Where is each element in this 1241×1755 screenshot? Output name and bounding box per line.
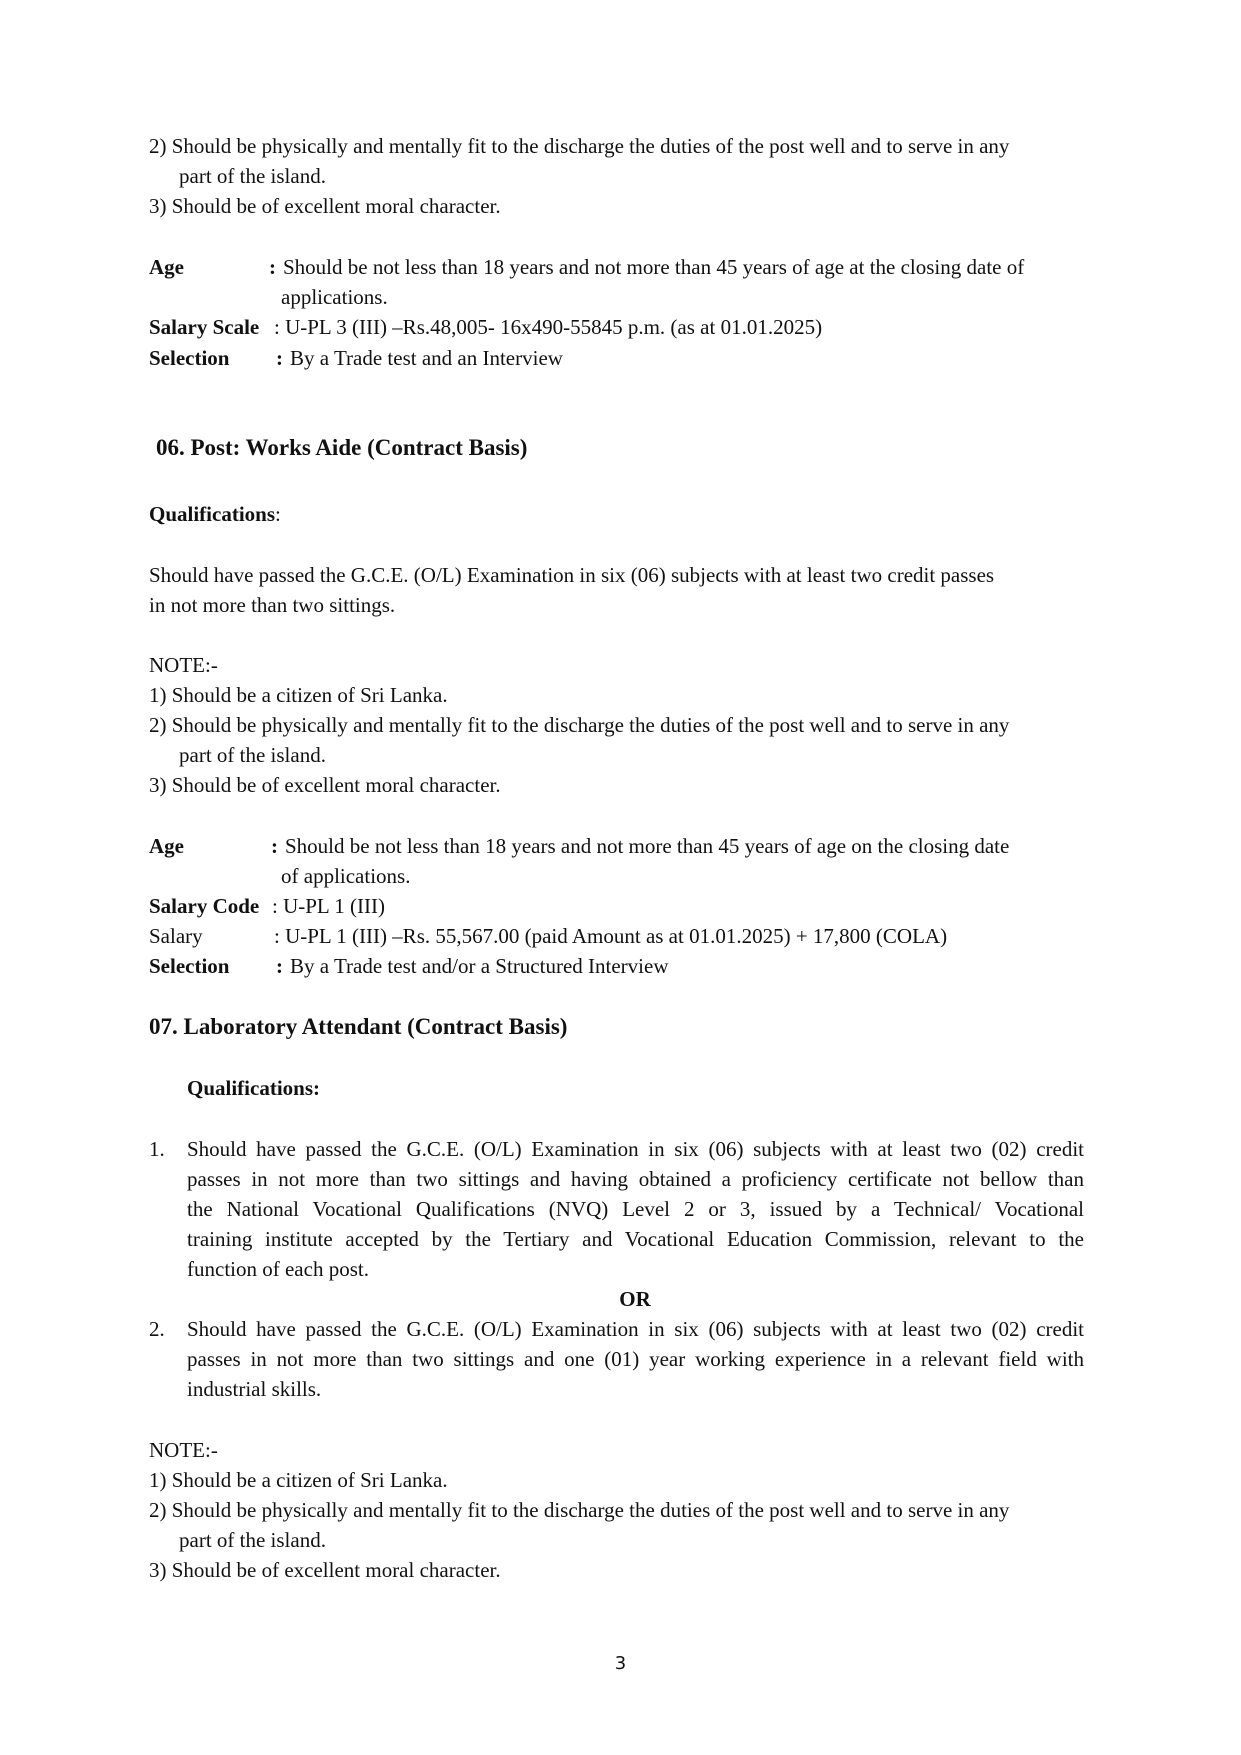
age-value-cont: of applications.	[281, 864, 411, 888]
section-heading-works-aide: 06. Post: Works Aide (Contract Basis)	[156, 435, 528, 460]
note-heading: NOTE:-	[149, 1438, 218, 1462]
age-colon: :	[271, 834, 278, 858]
note-item-2: 2) Should be physically and mentally fit to the discharge the duties of the post well and to serve in any	[149, 134, 1010, 158]
option-1-number: 1.	[149, 1137, 165, 1161]
option-1-line: training institute accepted by the Tertiary and Vocational Education Commission, relevant to the	[187, 1227, 1084, 1251]
qualification-text: Should have passed the G.C.E. (O/L) Examination in six (06) subjects with at least two credit passes	[149, 563, 995, 587]
age-label: Age	[149, 255, 184, 279]
salary-scale-label: Salary Scale	[149, 315, 260, 339]
age-label: Age	[149, 834, 184, 858]
qualifications-label-text: Qualifications	[149, 502, 276, 526]
age-colon: :	[269, 255, 276, 279]
note-item-2-cont: part of the island.	[179, 743, 326, 767]
selection-colon: :	[276, 346, 283, 370]
salary-value: : U-PL 1 (III) –Rs. 55,567.00 (paid Amount as at 01.01.2025) + 17,800 (COLA)	[274, 924, 948, 948]
or-separator: OR	[619, 1287, 651, 1311]
note-item-2-cont: part of the island.	[179, 164, 326, 188]
age-value-cont: applications.	[281, 285, 388, 309]
selection-value: By a Trade test and/or a Structured Interview	[290, 954, 669, 978]
note-item-1: 1) Should be a citizen of Sri Lanka.	[149, 1468, 448, 1492]
option-2-line: Should have passed the G.C.E. (O/L) Examination in six (06) subjects with at least two (02) credit	[187, 1317, 1084, 1341]
option-1-line: Should have passed the G.C.E. (O/L) Examination in six (06) subjects with at least two (02) credit	[187, 1137, 1084, 1161]
note-item-2: 2) Should be physically and mentally fit to the discharge the duties of the post well and to serve in any	[149, 713, 1010, 737]
option-2-number: 2.	[149, 1317, 165, 1341]
qualifications-colon: :	[275, 502, 281, 526]
option-1-line: the National Vocational Qualifications (NVQ) Level 2 or 3, issued by a Technical/ Vocational	[187, 1197, 1084, 1221]
age-value: Should be not less than 18 years and not more than 45 years of age on the closing date	[285, 834, 1010, 858]
qualification-text-cont: in not more than two sittings.	[149, 593, 396, 617]
selection-label: Selection	[149, 954, 230, 978]
salary-label: Salary	[149, 924, 203, 948]
option-2-line: passes in not more than two sittings and one (01) year working experience in a relevant field with	[187, 1347, 1084, 1371]
salary-code-value: : U-PL 1 (III)	[272, 894, 385, 918]
age-value: Should be not less than 18 years and not more than 45 years of age at the closing date of	[283, 255, 1025, 279]
section-heading-laboratory-attendant: 07. Laboratory Attendant (Contract Basis)	[149, 1014, 568, 1039]
qualifications-label	[149, 499, 281, 529]
note-item-3: 3) Should be of excellent moral character.	[149, 1558, 501, 1582]
note-item-3: 3) Should be of excellent moral character.	[149, 194, 501, 218]
selection-label: Selection	[149, 346, 230, 370]
salary-scale-value: : U-PL 3 (III) –Rs.48,005- 16x490-55845 p.m. (as at 01.01.2025)	[274, 315, 823, 339]
option-2-line: industrial skills.	[187, 1377, 322, 1401]
note-item-1: 1) Should be a citizen of Sri Lanka.	[149, 683, 448, 707]
note-item-3: 3) Should be of excellent moral character.	[149, 773, 501, 797]
option-1-line: passes in not more than two sittings and having obtained a proficiency certificate not bellow than	[187, 1167, 1084, 1191]
salary-code-label: Salary Code	[149, 894, 260, 918]
selection-colon: :	[276, 954, 283, 978]
note-heading: NOTE:-	[149, 653, 218, 677]
note-item-2-cont: part of the island.	[179, 1528, 326, 1552]
selection-value: By a Trade test and an Interview	[290, 346, 563, 370]
note-item-2: 2) Should be physically and mentally fit to the discharge the duties of the post well and to serve in any	[149, 1498, 1010, 1522]
option-1-line: function of each post.	[187, 1257, 369, 1281]
qualifications-label: Qualifications:	[187, 1076, 321, 1100]
page-number: 3	[614, 1653, 627, 1674]
